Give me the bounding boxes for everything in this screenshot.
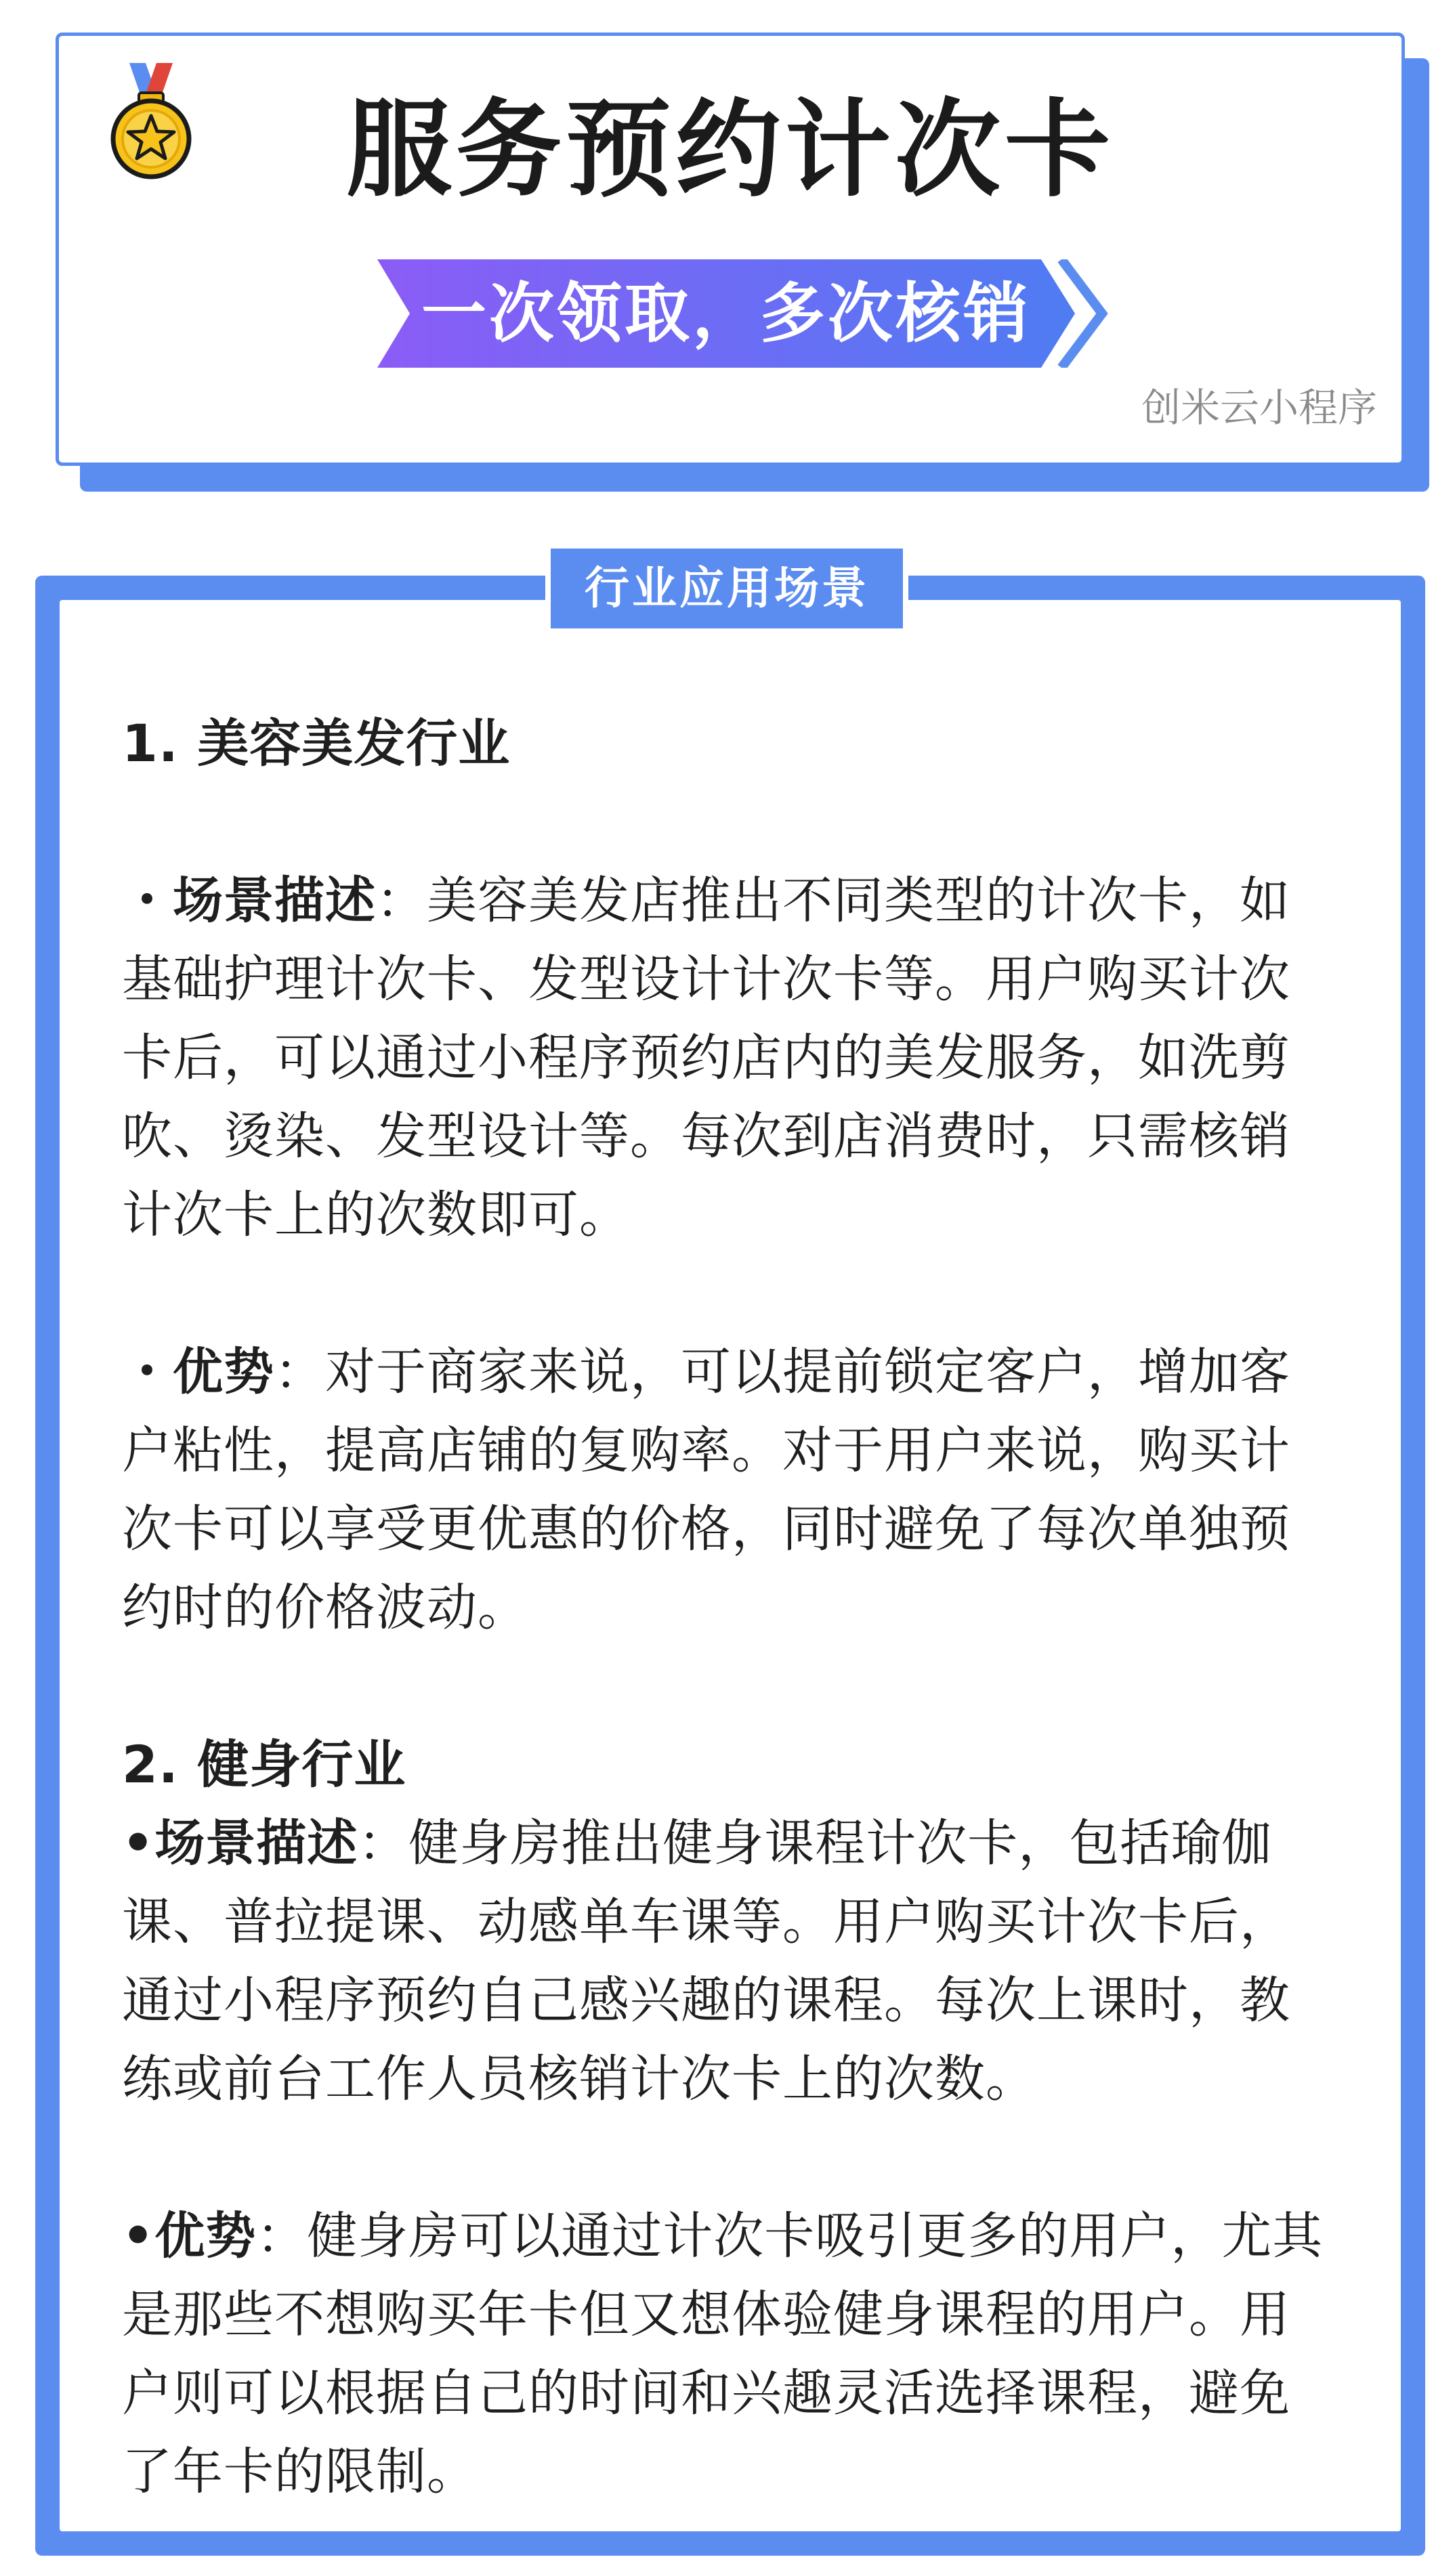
advantage-label: 优势 xyxy=(173,1343,274,1401)
subtitle-text: 一次领取，多次核销 xyxy=(421,276,1031,351)
advantage-paragraph xyxy=(122,1333,1328,1647)
bullet: • xyxy=(122,1814,155,1872)
bullet: ・ xyxy=(122,1343,173,1401)
bullet: • xyxy=(122,2207,155,2265)
advantage-text: ：对于商家来说，可以提前锁定客户，增加客户粘性，提高店铺的复购率。对于用户来说，购买计次卡可以享受更优惠的价格，同时避免了每次单独预约时的价格波动。 xyxy=(122,1343,1290,1637)
advantage-paragraph xyxy=(122,2197,1328,2511)
bullet: ・ xyxy=(122,872,173,930)
header-card xyxy=(56,33,1405,466)
advantage-label: 优势 xyxy=(154,2207,257,2265)
scene-label: 场景描述 xyxy=(173,872,376,930)
scene-text: ：美容美发店推出不同类型的计次卡，如基础护理计次卡、发型设计计次卡等。用户购买计次卡后，可以通过小程序预约店内的美发服务，如洗剪吹、烫染、发型设计等。每次到店消费时，只需核销计次卡上的次数即可。 xyxy=(122,872,1290,1244)
page-title: 服务预约计次卡 xyxy=(346,88,1114,211)
section-heading: 2. 健身行业 xyxy=(122,1734,406,1795)
advantage-text: ：健身房可以通过计次卡吸引更多的用户，尤其是那些不想购买年卡但又想体验健身课程的用户。用户则可以根据自己的时间和兴趣灵活选择课程，避免了年卡的限制。 xyxy=(122,2207,1324,2501)
scene-paragraph xyxy=(122,1804,1328,2118)
section-heading: 1. 美容美发行业 xyxy=(122,713,511,773)
scene-paragraph xyxy=(122,861,1328,1254)
brand-label: 创米云小程序 xyxy=(1141,385,1377,431)
scene-label: 场景描述 xyxy=(154,1814,358,1872)
content-body xyxy=(122,704,1328,2511)
section-tag: 行业应用场景 xyxy=(545,543,908,634)
scene-text: ：健身房推出健身课程计次卡，包括瑜伽课、普拉提课、动感单车课等。用户购买计次卡后，通过小程序预约自己感兴趣的课程。每次上课时，教练或前台工作人员核销计次卡上的次数。 xyxy=(122,1814,1290,2108)
